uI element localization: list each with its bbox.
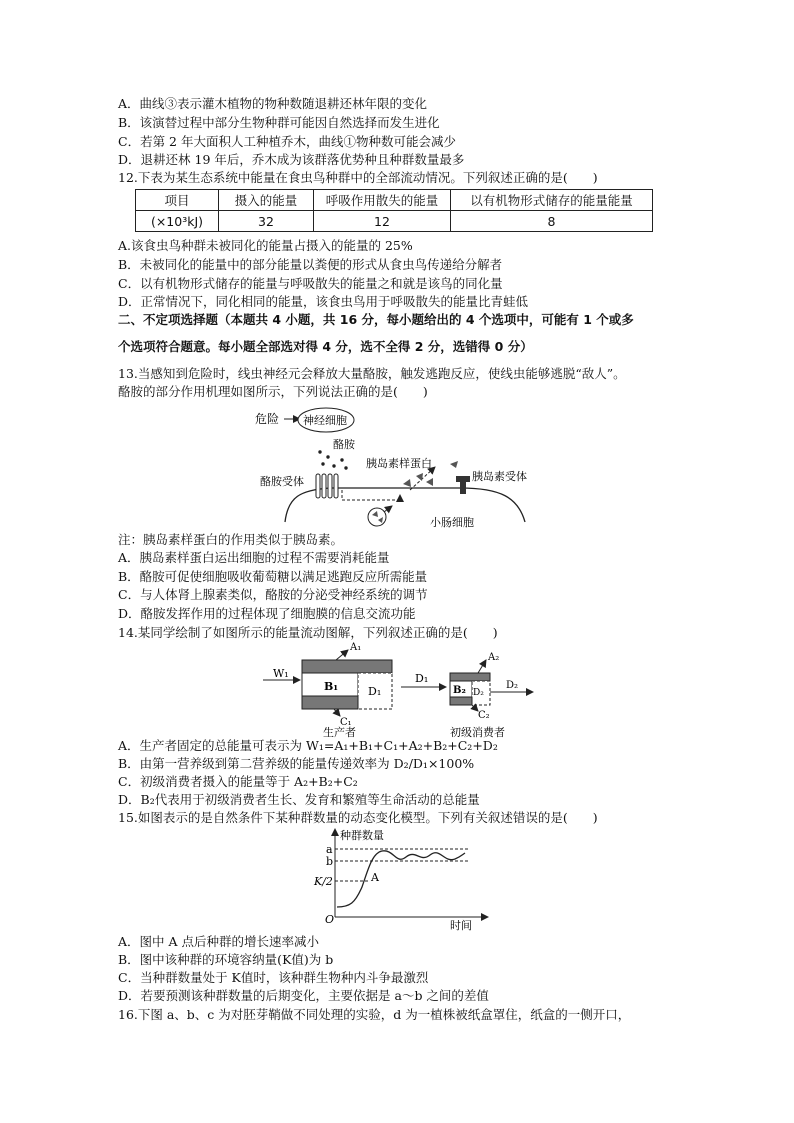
q12-option-d: D．正常情况下，同化相同的能量，该食虫鸟用于呼吸散失的能量比青蛙低: [118, 294, 529, 309]
consumer-c2-bar: [450, 697, 472, 705]
tick-b: b: [326, 855, 334, 868]
population-growth-figure: [310, 825, 500, 935]
label-danger: 危险: [255, 412, 280, 426]
producer-c1-bar: [302, 696, 358, 709]
label-a2: A₂: [488, 652, 500, 663]
q15-option-d: D．若要预测该种群数量的后期变化，主要依据是 a～b 之间的差值: [118, 988, 489, 1003]
point-a-label: A: [371, 871, 379, 884]
label-neuron: 神经细胞: [303, 414, 347, 427]
table-cell: 12: [314, 211, 451, 232]
q13-option-c: C．与人体肾上腺素类似，酪胺的分泌受神经系统的调节: [118, 587, 428, 602]
tick-a: a: [326, 843, 333, 856]
option-b: B．该演替过程中部分生物种群可能因自然选择而发生进化: [118, 115, 440, 130]
q14-option-d: D．B₂代表用于初级消费者生长、发育和繁殖等生命活动的总能量: [118, 792, 480, 807]
q13-option-b: B．酪胺可促使细胞吸收葡萄糖以满足逃跑反应所需能量: [118, 569, 428, 584]
section-heading: 二、不定项选择题（本题共 4 小题，共 16 分，每小题给出的 4 个选项中，可能有 1 个或多: [118, 312, 634, 327]
q15-option-c: C．当种群数量处于 K值时，该种群生物种内斗争最激烈: [118, 970, 429, 985]
question-16-stem: 16.下图 a、b、c 为对胚芽鞘做不同处理的实验，d 为一植株被纸盒罩住，纸盒的一侧开口，: [118, 1007, 631, 1022]
x-axis-label: 时间: [450, 919, 472, 932]
table-cell: (×10³kJ): [136, 211, 219, 232]
insulin-receptor-shape: [456, 476, 470, 494]
q14-option-b: B．由第一营养级到第二营养级的能量传递效率为 D₂/D₁×100%: [118, 756, 475, 771]
tyramine-molecules: [318, 450, 347, 469]
label-b2: B₂: [453, 685, 466, 696]
question-13-stem-cont: 酪胺的部分作用机理如图所示，下列说法正确的是( ): [118, 384, 428, 399]
energy-table: [135, 189, 653, 232]
question-13-stem: 13.当感知到危险时，线虫神经元会释放大量酪胺，触发逃跑反应，使线虫能够逃脱“敌人”。: [118, 366, 626, 381]
q13-option-d: D．酪胺发挥作用的过程体现了细胞膜的信息交流功能: [118, 606, 416, 621]
table-header-cell: 呼吸作用散失的能量: [314, 190, 451, 211]
tyramine-mechanism-figure: [250, 402, 550, 532]
table-header-cell: 摄入的能量: [219, 190, 314, 211]
label-insulin-like-protein: 胰岛素样蛋白: [366, 457, 432, 470]
table-header-row: [136, 190, 653, 211]
table-cell: 8: [451, 211, 653, 232]
tick-k2: K/2: [314, 875, 333, 888]
label-tyramine: 酪胺: [333, 438, 355, 451]
q12-option-b: B．未被同化的能量中的部分能量以粪便的形式从食虫鸟传递给分解者: [118, 257, 503, 272]
table-row: [136, 211, 653, 232]
label-b1: B₁: [324, 680, 339, 693]
option-d: D．退耕还林 19 年后，乔木成为该群落优势种且种群数量最多: [118, 152, 465, 167]
q12-option-c: C．以有机物形式储存的能量与呼吸散失的能量之和就是该鸟的同化量: [118, 276, 503, 291]
signal-arrow: [342, 490, 400, 500]
y-axis-label: 种群数量: [340, 829, 384, 842]
cell-membrane: [285, 488, 525, 522]
origin-label: O: [325, 913, 335, 926]
question-14-stem: 14.某同学绘制了如图所示的能量流动图解，下列叙述正确的是( ): [118, 625, 498, 640]
q15-option-b: B．图中该种群的环境容纳量(K值)为 b: [118, 952, 334, 967]
label-consumer: 初级消费者: [450, 726, 505, 739]
population-curve: [337, 851, 465, 907]
q13-note: 注：胰岛素样蛋白的作用类似于胰岛素。: [118, 532, 344, 547]
label-c2: C₂: [478, 710, 490, 721]
label-c1: C₁: [340, 717, 352, 728]
consumer-a2-bar: [450, 673, 490, 681]
table-header-cell: 以有机物形式储存的能量能量: [451, 190, 653, 211]
label-d2-arrow: D₂: [506, 680, 519, 691]
producer-a1-bar: [302, 660, 392, 673]
q13-option-a: A．胰岛素样蛋白运出细胞的过程不需要消耗能量: [118, 550, 390, 565]
label-intestine-cell: 小肠细胞: [430, 516, 474, 529]
q14-option-a: A．生产者固定的总能量可表示为 W₁=A₁+B₁+C₁+A₂+B₂+C₂+D₂: [118, 738, 498, 753]
label-w1: W₁: [273, 667, 289, 680]
q15-option-a: A．图中 A 点后种群的增长速率减小: [118, 934, 320, 949]
label-tyramine-receptor: 酪胺受体: [260, 475, 304, 488]
tyramine-receptor-shape: [316, 474, 338, 498]
q14-option-c: C．初级消费者摄入的能量等于 A₂+B₂+C₂: [118, 774, 358, 789]
energy-flow-figure: [258, 640, 558, 740]
label-producer: 生产者: [323, 726, 356, 739]
vesicle: [368, 508, 386, 526]
option-c: C．若第 2 年大面积人工种植乔木，曲线①物种数可能会减少: [118, 134, 456, 149]
label-d1: D₁: [368, 685, 382, 698]
label-d1-arrow: D₁: [415, 672, 429, 685]
label-d2: D₂: [473, 688, 484, 698]
option-a: A．曲线③表示灌木植物的物种数随退耕还林年限的变化: [118, 96, 428, 111]
label-a1: A₁: [350, 642, 362, 653]
section-heading-cont: 个选项符合题意。每小题全部选对得 4 分，选不全得 2 分，选错得 0 分）: [118, 339, 533, 354]
table-cell: 32: [219, 211, 314, 232]
label-insulin-receptor: 胰岛素受体: [472, 470, 527, 483]
question-12-stem: 12.下表为某生态系统中能量在食虫鸟种群中的全部流动情况。下列叙述正确的是( ): [118, 170, 598, 185]
q12-option-a: A.该食虫鸟种群未被同化的能量占摄入的能量的 25%: [118, 238, 413, 253]
question-15-stem: 15.如图表示的是自然条件下某种群数量的动态变化模型。下列有关叙述错误的是( ): [118, 810, 598, 825]
table-header-cell: 项目: [136, 190, 219, 211]
